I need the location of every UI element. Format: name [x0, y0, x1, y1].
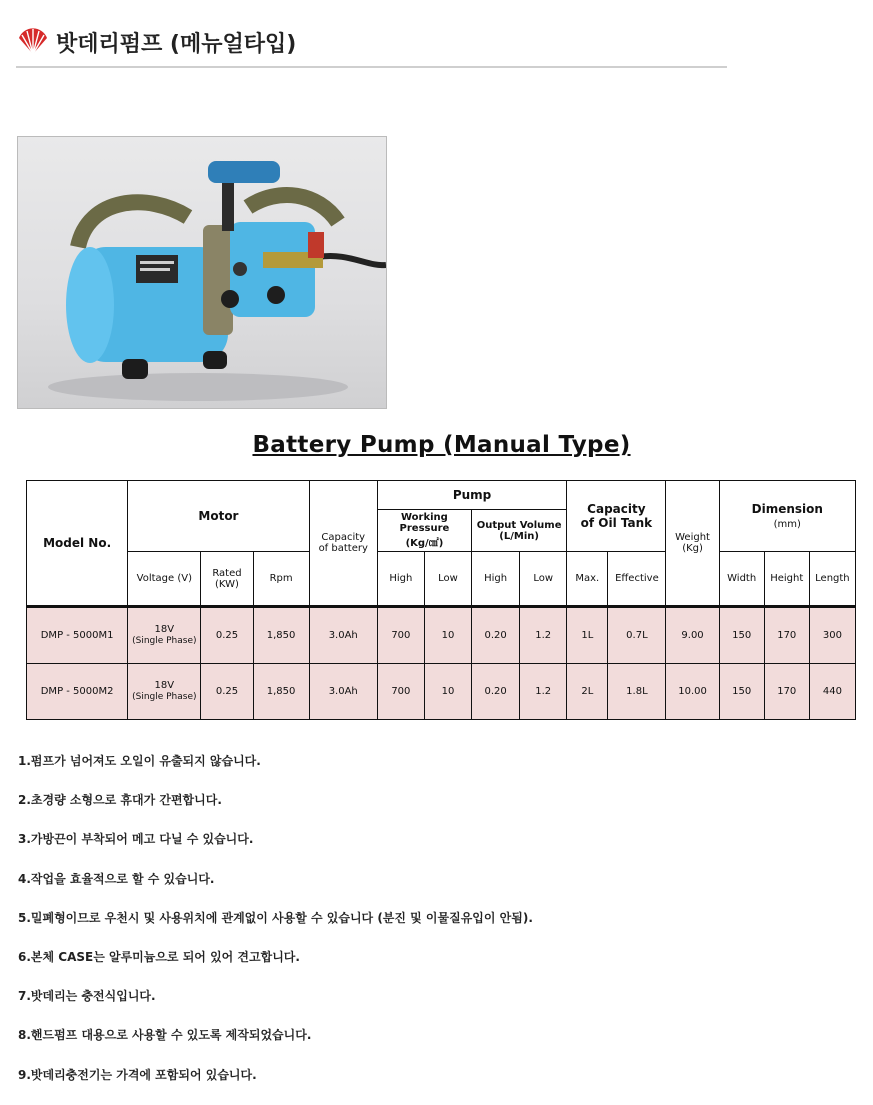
- header-pump: Pump: [377, 481, 566, 510]
- header-width: Width: [719, 552, 764, 607]
- cell-ov-high: 0.20: [472, 663, 520, 720]
- table-row: [27, 663, 856, 720]
- cell-model: DMP - 5000M2: [27, 663, 128, 720]
- cell-wp-high: 700: [377, 663, 424, 720]
- page-title: 밧데리펌프 (메뉴얼타입): [56, 32, 297, 57]
- product-title: Battery Pump (Manual Type): [252, 432, 631, 458]
- feature-item: 1.펌프가 넘어져도 오일이 유출되지 않습니다.: [18, 754, 261, 768]
- cell-ov-high: 0.20: [472, 607, 520, 664]
- cell-ov-low: 1.2: [520, 607, 567, 664]
- cell-weight: 10.00: [666, 663, 719, 720]
- cell-tank-effective: 0.7L: [608, 607, 666, 664]
- header-wp-high: High: [377, 552, 424, 607]
- header-ov-low: Low: [520, 552, 567, 607]
- cell-width: 150: [719, 607, 764, 664]
- feature-item: 4.작업을 효율적으로 할 수 있습니다.: [18, 871, 215, 886]
- feature-item: 3.가방끈이 부착되어 메고 다닐 수 있습니다.: [18, 832, 254, 847]
- cell-height: 170: [764, 663, 809, 720]
- header-length: Length: [809, 552, 855, 607]
- header-rated: Rated (KW): [201, 552, 253, 607]
- cell-length: 440: [809, 663, 855, 720]
- header-wp-low: Low: [424, 552, 471, 607]
- table-row: [27, 607, 856, 664]
- cell-rpm: 1,850: [253, 663, 309, 720]
- feature-list: [18, 752, 818, 1105]
- header-capacity-battery: Capacity of battery: [309, 481, 377, 607]
- cell-rpm: 1,850: [253, 607, 309, 664]
- cell-ov-low: 1.2: [520, 663, 567, 720]
- cell-wp-low: 10: [424, 663, 471, 720]
- cell-battery: 3.0Ah: [309, 663, 377, 720]
- header-voltage: Voltage (V): [128, 552, 201, 607]
- spec-table: [26, 480, 856, 720]
- feature-item: 5.밀폐형이므로 우천시 및 사용위치에 관계없이 사용할 수 있습니다 (분진 및 이물질유입이 안됨).: [18, 910, 533, 925]
- header-motor: Motor: [128, 481, 309, 552]
- feature-item: 9.밧데리충전기는 가격에 포함되어 있습니다.: [18, 1067, 257, 1082]
- cell-rated: 0.25: [201, 663, 253, 720]
- feature-item: 2.초경량 소형으로 휴대가 간편합니다.: [18, 793, 222, 808]
- header-dimension: Dimension (mm): [719, 481, 855, 552]
- cell-model: DMP - 5000M1: [27, 607, 128, 664]
- header-effective: Effective: [608, 552, 666, 607]
- cell-height: 170: [764, 607, 809, 664]
- header-output-volume: Output Volume (L/Min): [472, 510, 567, 552]
- cell-voltage: 18V (Single Phase): [128, 663, 201, 720]
- cell-width: 150: [719, 663, 764, 720]
- cell-tank-effective: 1.8L: [608, 663, 666, 720]
- cell-wp-low: 10: [424, 607, 471, 664]
- cell-voltage: 18V (Single Phase): [128, 607, 201, 664]
- cell-rated: 0.25: [201, 607, 253, 664]
- header-model: Model No.: [27, 481, 128, 607]
- header-ov-high: High: [472, 552, 520, 607]
- feature-item: 7.밧데리는 충전식입니다.: [18, 989, 156, 1004]
- cell-weight: 9.00: [666, 607, 719, 664]
- header-max: Max.: [567, 552, 608, 607]
- cell-length: 300: [809, 607, 855, 664]
- header-rpm: Rpm: [253, 552, 309, 607]
- shell-logo-icon: [16, 26, 50, 56]
- product-photo: [17, 136, 387, 409]
- cell-tank-max: 2L: [567, 663, 608, 720]
- header-height: Height: [764, 552, 809, 607]
- header-weight: Weight (Kg): [666, 481, 719, 607]
- cell-tank-max: 1L: [567, 607, 608, 664]
- page-header: [16, 24, 727, 68]
- feature-item: 8.핸드펌프 대용으로 사용할 수 있도록 제작되었습니다.: [18, 1028, 312, 1043]
- cell-wp-high: 700: [377, 607, 424, 664]
- feature-item: 6.본체 CASE는 알루미늄으로 되어 있어 견고합니다.: [18, 949, 300, 964]
- battery-pump-illustration: [18, 137, 386, 408]
- header-working-pressure: Working Pressure (Kg/㎠): [377, 510, 471, 552]
- header-capacity-oil-tank: Capacity of Oil Tank: [567, 481, 666, 552]
- cell-battery: 3.0Ah: [309, 607, 377, 664]
